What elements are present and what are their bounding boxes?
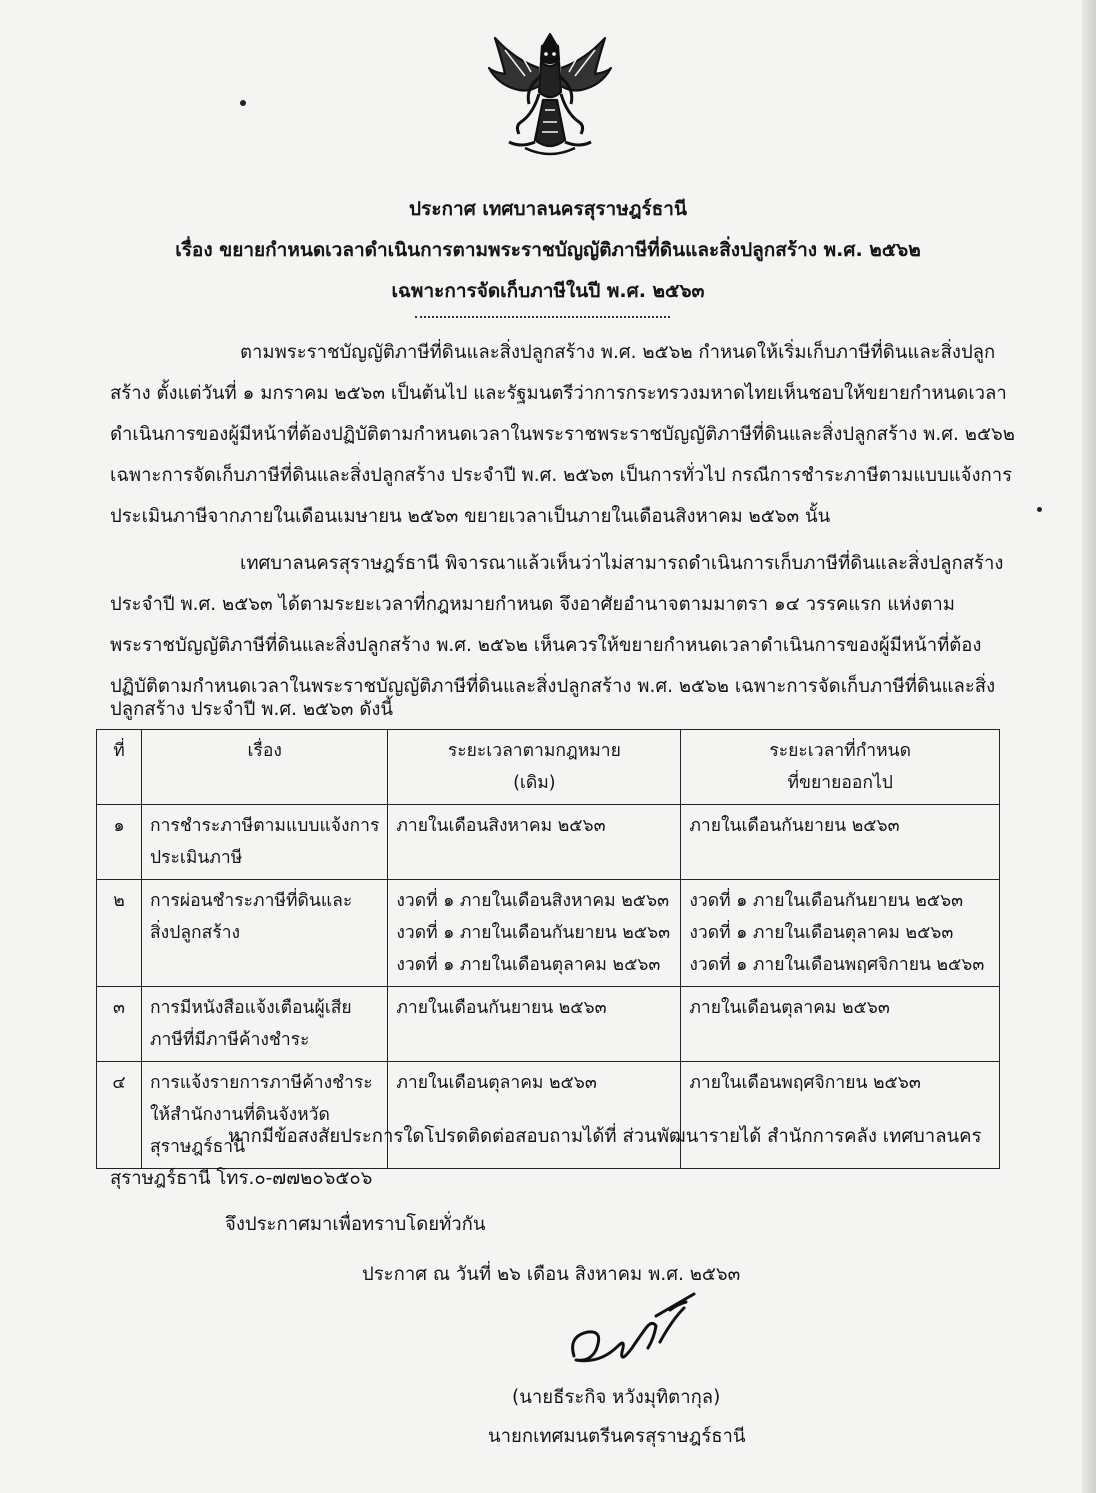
header-subject: เรื่อง bbox=[142, 730, 388, 805]
row-subject bbox=[142, 805, 388, 880]
row-subject-line: สุราษฎร์ธานี bbox=[150, 1137, 246, 1157]
row-extended-period-line: ภายในเดือนกันยายน ๒๕๖๓ bbox=[689, 816, 900, 836]
contact-line: หากมีข้อสงสัยประการใดโปรดติดต่อสอบถามได้ที่ ส่วนพัฒนารายได้ สำนักการคลัง เทศบาลนคร bbox=[228, 1126, 982, 1147]
row-subject-line: การแจ้งรายการภาษีค้างชำระ bbox=[150, 1073, 373, 1093]
paragraph-1-line: สร้าง ตั้งแต่วันที่ ๑ มกราคม ๒๕๖๓ เป็นต้นไป และรัฐมนตรีว่าการกระทรวงมหาดไทยเห็นชอบให้ขยายกำหนดเวลา bbox=[110, 383, 1007, 404]
paragraph-2-line: พระราชบัญญัติภาษีที่ดินและสิ่งปลูกสร้าง พ.ศ. ๒๕๖๒ เห็นควรให้ขยายกำหนดเวลาดำเนินการของผู้มีหน้าที่ต้อง bbox=[110, 635, 982, 656]
signatory-position: นายกเทศมนตรีนครสุราษฎร์ธานี bbox=[488, 1426, 746, 1447]
row-number: ๔ bbox=[97, 1062, 142, 1169]
row-extended-period-line: งวดที่ ๑ ภายในเดือนพฤศจิกายน ๒๕๖๓ bbox=[689, 955, 985, 975]
row-subject-line: สิ่งปลูกสร้าง bbox=[150, 923, 241, 943]
row-subject-line: ประเมินภาษี bbox=[150, 848, 243, 868]
announcement-title: ประกาศ เทศบาลนครสุราษฎร์ธานี bbox=[409, 198, 687, 220]
subject-title: เรื่อง ขยายกำหนดเวลาดำเนินการตามพระราชบัญญัติภาษีที่ดินและสิ่งปลูกสร้าง พ.ศ. ๒๕๖๒ bbox=[175, 239, 921, 261]
date-line: ประกาศ ณ วันที่ ๒๖ เดือน สิงหาคม พ.ศ. ๒๕๖๓ bbox=[362, 1264, 741, 1285]
header-no: ที่ bbox=[97, 730, 142, 805]
row-legal-period-line: ภายในเดือนกันยายน ๒๕๖๓ bbox=[396, 998, 607, 1018]
row-extended-period bbox=[681, 987, 1000, 1062]
schedule-table bbox=[96, 729, 1000, 1169]
row-extended-period bbox=[681, 1062, 1000, 1169]
header-legal-period bbox=[388, 730, 681, 805]
paragraph-1-line: เฉพาะการจัดเก็บภาษีที่ดินและสิ่งปลูกสร้าง ประจำปี พ.ศ. ๒๕๖๓ เป็นการทั่วไป กรณีการชำระภาษีตามแบบแจ้งการ bbox=[110, 465, 1013, 486]
contact-line: สุราษฎร์ธานี โทร.๐-๗๗๒๐๖๕๐๖ bbox=[110, 1168, 373, 1189]
row-legal-period bbox=[388, 987, 681, 1062]
announce-line: จึงประกาศมาเพื่อทราบโดยทั่วกัน bbox=[225, 1214, 486, 1235]
row-subject-line: การมีหนังสือแจ้งเตือนผู้เสีย bbox=[150, 998, 352, 1018]
row-legal-period-line: ภายในเดือนตุลาคม ๒๕๖๓ bbox=[396, 1073, 597, 1093]
row-legal-period bbox=[388, 805, 681, 880]
signatory-name: (นายธีระกิจ หวังมุทิตากุล) bbox=[512, 1387, 721, 1408]
scan-speck bbox=[1037, 507, 1042, 512]
row-extended-period-line: งวดที่ ๑ ภายในเดือนกันยายน ๒๕๖๓ bbox=[689, 891, 964, 911]
row-subject bbox=[142, 880, 388, 987]
paragraph-2-line: เทศบาลนครสุราษฎร์ธานี พิจารณาแล้วเห็นว่าไม่สามารถดำเนินการเก็บภาษีที่ดินและสิ่งปลูกสร้าง bbox=[240, 553, 1004, 574]
row-number: ๓ bbox=[97, 987, 142, 1062]
row-subject-line: ภาษีที่มีภาษีค้างชำระ bbox=[150, 1030, 310, 1050]
paragraph-2-line: ปฏิบัติตามกำหนดเวลาในพระราชบัญญัติภาษีที่ดินและสิ่งปลูกสร้าง พ.ศ. ๒๕๖๒ เฉพาะการจัดเก็บภาษีที่ดินและสิ่ง bbox=[110, 676, 996, 697]
header-extended-period-line: ที่ขยายออกไป bbox=[787, 773, 893, 793]
garuda-emblem-icon bbox=[485, 30, 615, 160]
table-row bbox=[97, 1062, 1000, 1169]
scan-speck bbox=[240, 100, 246, 106]
table-row bbox=[97, 805, 1000, 880]
row-legal-period-line: งวดที่ ๑ ภายในเดือนสิงหาคม ๒๕๖๓ bbox=[396, 891, 670, 911]
row-number: ๑ bbox=[97, 805, 142, 880]
header-legal-period-line: (เดิม) bbox=[513, 773, 556, 793]
row-subject-line: ให้สำนักงานที่ดินจังหวัด bbox=[150, 1105, 330, 1125]
row-extended-period bbox=[681, 880, 1000, 987]
header-legal-period-line: ระยะเวลาตามกฎหมาย bbox=[447, 741, 621, 761]
row-subject-line: การชำระภาษีตามแบบแจ้งการ bbox=[150, 816, 380, 836]
subject-subtitle: เฉพาะการจัดเก็บภาษีในปี พ.ศ. ๒๕๖๓ bbox=[391, 280, 705, 302]
row-number: ๒ bbox=[97, 880, 142, 987]
header-extended-period-line: ระยะเวลาที่กำหนด bbox=[769, 741, 911, 761]
paragraph-1-line: ประเมินภาษีจากภายในเดือนเมษายน ๒๕๖๓ ขยายเวลาเป็นภายในเดือนสิงหาคม ๒๕๖๓ นั้น bbox=[110, 506, 831, 527]
paragraph-2-line: ปลูกสร้าง ประจำปี พ.ศ. ๒๕๖๓ ดังนี้ bbox=[110, 699, 394, 720]
table-row bbox=[97, 880, 1000, 987]
row-legal-period-line: ภายในเดือนสิงหาคม ๒๕๖๓ bbox=[396, 816, 606, 836]
row-legal-period bbox=[388, 880, 681, 987]
row-legal-period bbox=[388, 1062, 681, 1169]
paragraph-1-line: ดำเนินการของผู้มีหน้าที่ต้องปฏิบัติตามกำหนดเวลาในพระราชพระราชบัญญัติภาษีที่ดินและสิ่งปลูกสร้าง พ.ศ. ๒๕๖๒ bbox=[110, 424, 1015, 445]
table-header-row bbox=[97, 730, 1000, 805]
header-extended-period bbox=[681, 730, 1000, 805]
row-subject bbox=[142, 987, 388, 1062]
row-extended-period-line: ภายในเดือนพฤศจิกายน ๒๕๖๓ bbox=[689, 1073, 921, 1093]
row-subject-line: การผ่อนชำระภาษีที่ดินและ bbox=[150, 891, 353, 911]
paragraph-1-line: ตามพระราชบัญญัติภาษีที่ดินและสิ่งปลูกสร้าง พ.ศ. ๒๕๖๒ กำหนดให้เริ่มเก็บภาษีที่ดินและสิ่งปลูก bbox=[240, 342, 996, 363]
handwritten-signature bbox=[560, 1290, 710, 1380]
dotted-separator bbox=[415, 316, 670, 318]
row-extended-period-line: งวดที่ ๑ ภายในเดือนตุลาคม ๒๕๖๓ bbox=[689, 923, 954, 943]
row-legal-period-line: งวดที่ ๑ ภายในเดือนกันยายน ๒๕๖๓ bbox=[396, 923, 671, 943]
row-legal-period-line: งวดที่ ๑ ภายในเดือนตุลาคม ๒๕๖๓ bbox=[396, 955, 661, 975]
row-subject bbox=[142, 1062, 388, 1169]
paragraph-2-line: ประจำปี พ.ศ. ๒๕๖๓ ได้ตามระยะเวลาที่กฎหมายกำหนด จึงอาศัยอำนาจตามมาตรา ๑๔ วรรคแรก แห่งตาม bbox=[110, 594, 955, 615]
table-row bbox=[97, 987, 1000, 1062]
row-extended-period bbox=[681, 805, 1000, 880]
row-extended-period-line: ภายในเดือนตุลาคม ๒๕๖๓ bbox=[689, 998, 890, 1018]
